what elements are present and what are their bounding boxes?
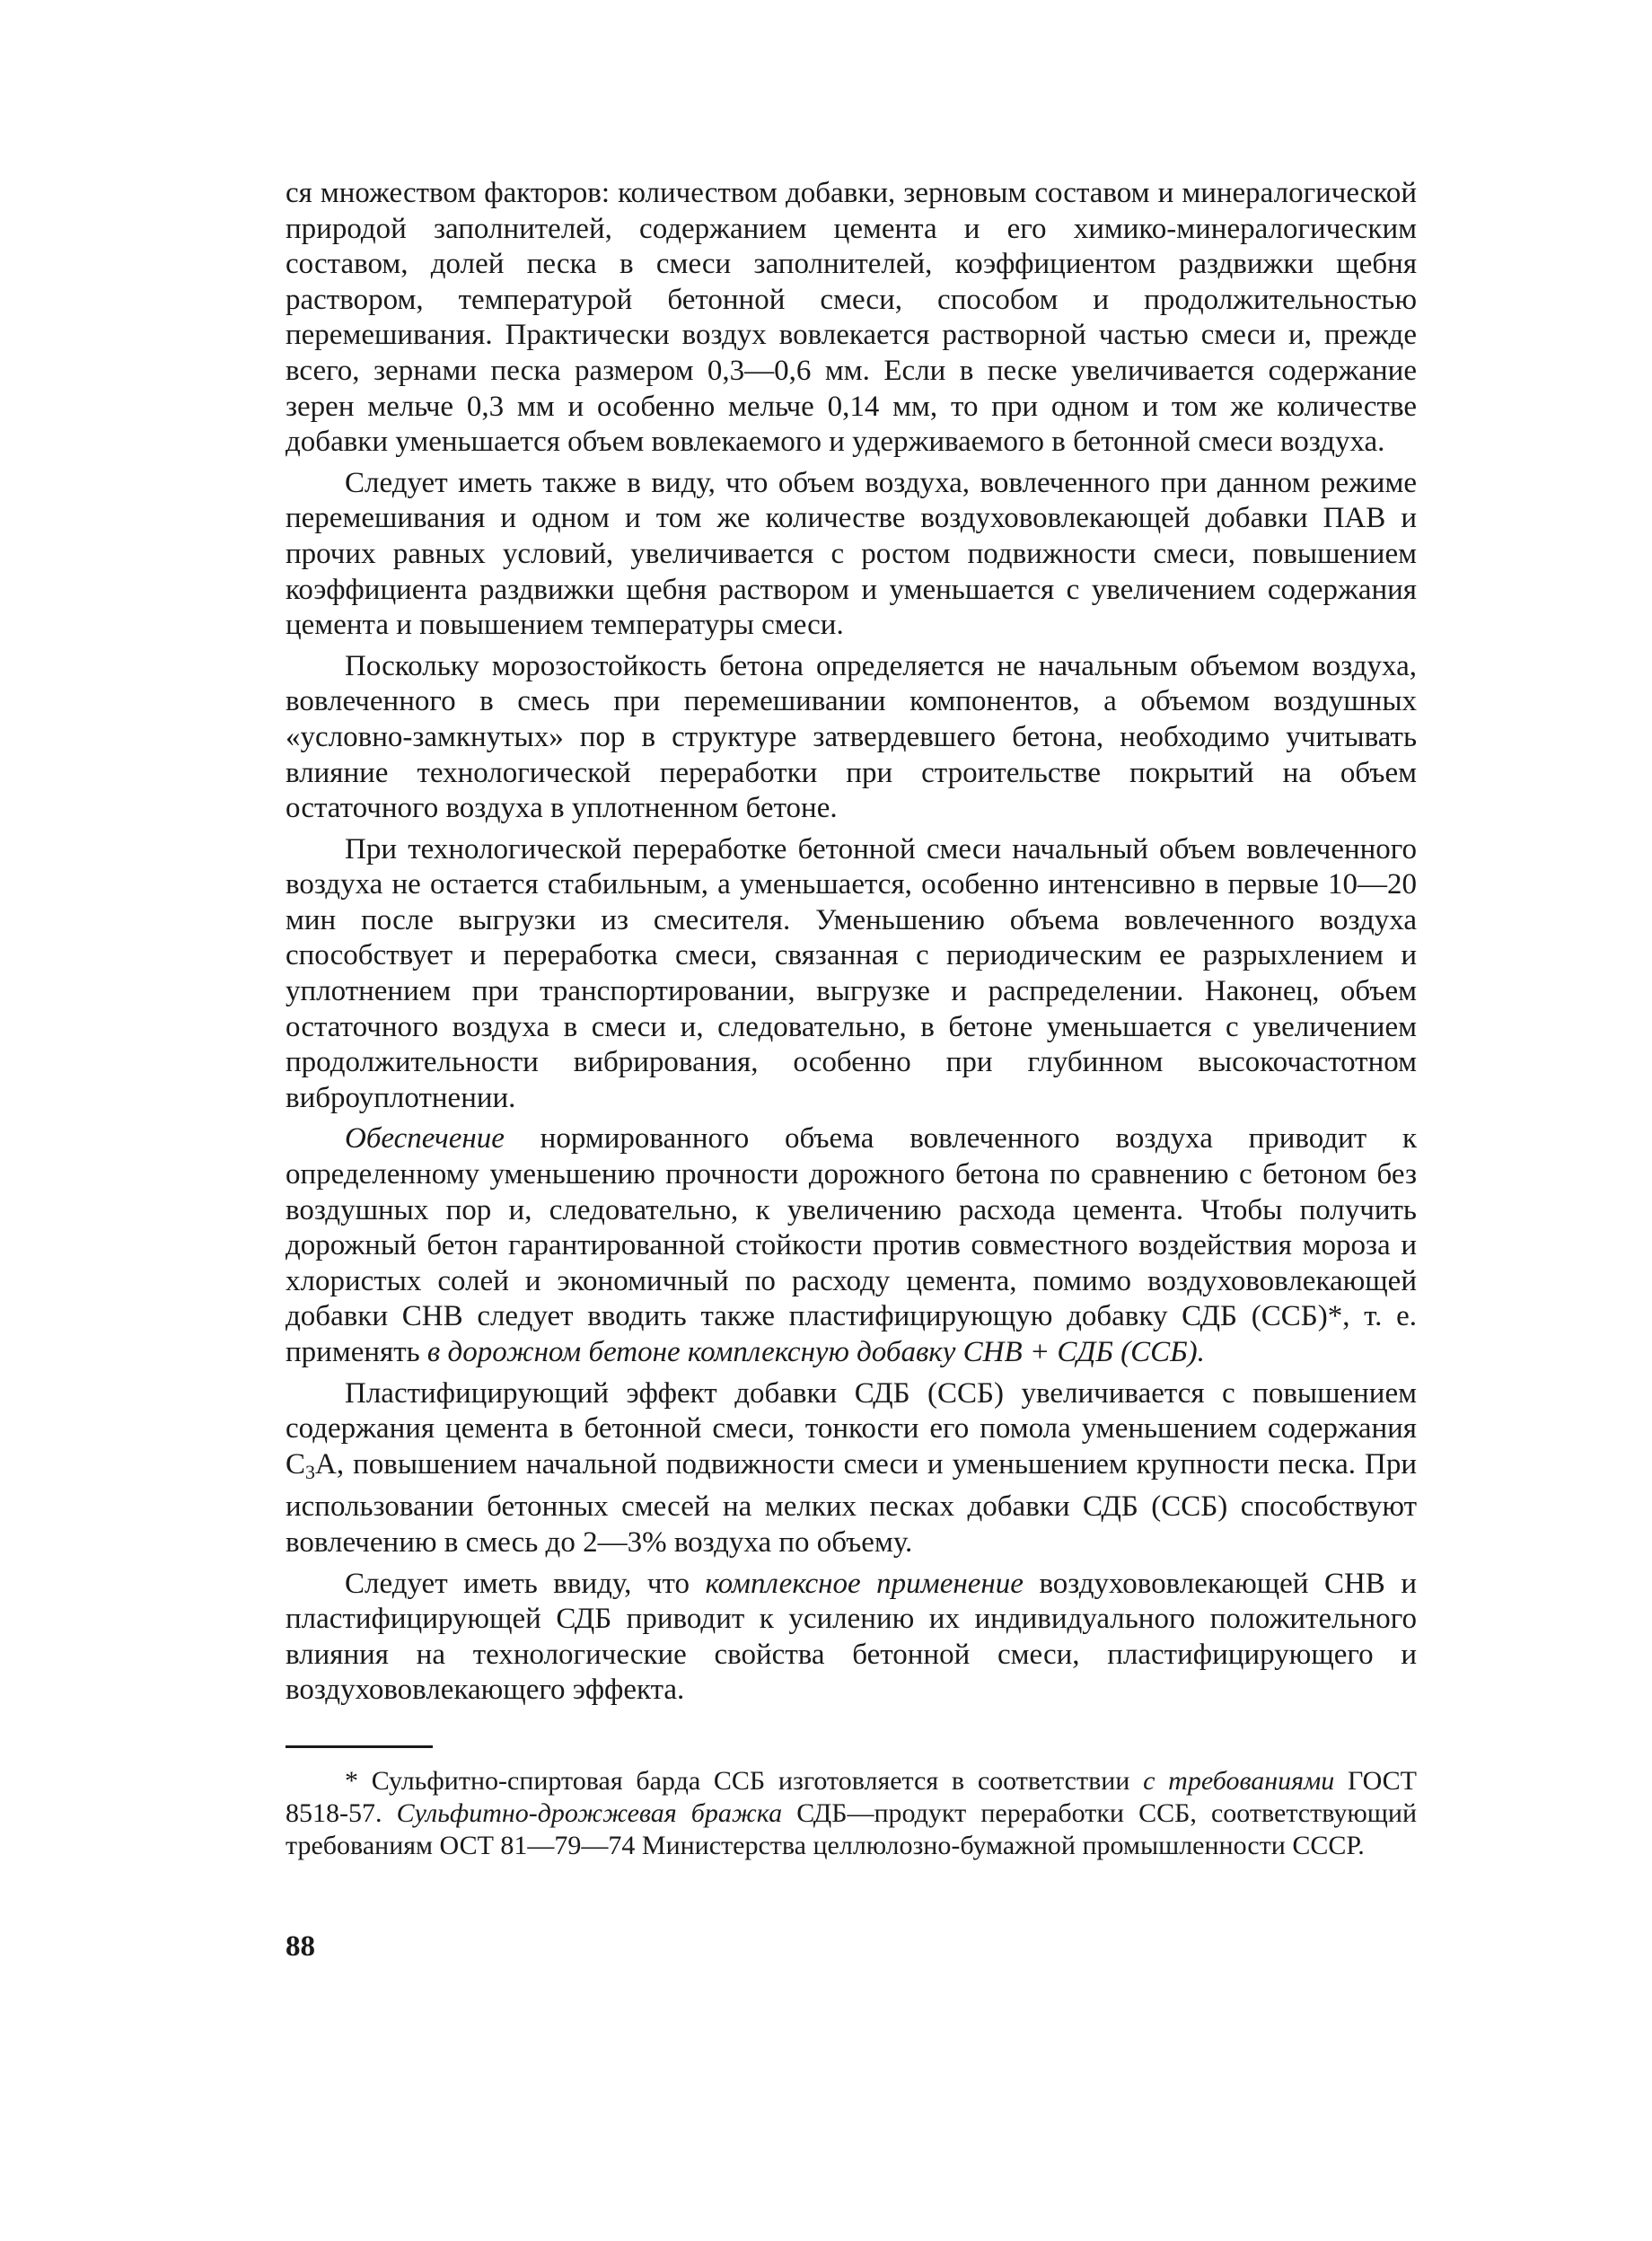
paragraph-4: При технологической переработке бетонной смеси начальный объем вовлеченного воздуха не остается стабильным, а уменьшается, особенно интенсивно в первые 10—20 мин после выгрузки из смесителя. Уменьшению объема вовлеченного воздуха способствует и переработка смеси, связанная с периодическим ее разрыхлением и уплотнением при транспортировании, выгрузке и распределении. Наконец, объем остаточного воздуха в смеси и, следовательно, в бетоне уменьшается с увеличением продолжительности вибрирования, особенно при глубинном высокочастотном виброуплотнении. [286,832,1417,1114]
paragraph-7-part-a: Следует иметь ввиду, что [345,1567,706,1600]
footnote-part-a: * Сульфитно-спиртовая барда ССБ изготовляется в соответствии [345,1766,1144,1796]
paragraph-1: ся множеством факторов: количеством добавки, зерновым составом и минералогической природой заполнителей, содержанием цемента и его химико-минералогическим составом, долей песка в смеси заполнителей, коэффициентом раздвижки щебня раствором, температурой бетонной смеси, способом и продолжительностью перемешивания. Практически воздух вовлекается растворной частью смеси и, прежде всего, зернами песка размером 0,3—0,6 мм. Если в песке увеличивается содержание зерен мельче 0,3 мм и особенно мельче 0,14 мм, то при одном и том же количестве добавки уменьшается объем вовлекаемого и удерживаемого в бетонной смеси воздуха. [286,177,1417,459]
paragraph-6 [286,1376,1417,1561]
paragraph-7 [286,1567,1417,1709]
paragraph-5-italic-end: в дорожном бетоне комплексную добавку СНВ + СДБ (ССБ). [426,1336,1205,1368]
paragraph-7-part-b: воздухововлекающей СНВ и пластифицирующей СДБ приводит к усилению их индивидуального положительного влияния на технологические свойства бетонной смеси, пластифицирующего и воздухововлекающего эффекта. [286,1567,1417,1707]
paragraph-3: Поскольку морозостойкость бетона определяется не начальным объемом воздуха, вовлеченного в смесь при перемешивании компонентов, а объемом воздушных «условно-замкнутых» пор в структуре затвердевшего бетона, необходимо учитывать влияние технологической переработки при строительстве покрытий на объем остаточного воздуха в уплотненном бетоне. [286,649,1417,825]
footnote-part-b: ГОСТ 8518-57. [286,1766,1417,1828]
paragraph-6-part-b: A, повышением начальной подвижности смеси и уменьшением крупности песка. При использовании бетонных смесей на мелких песках добавки СДБ (ССБ) способствуют вовлечению в смесь до 2—3% воздуха по объему. [286,1447,1417,1559]
paragraph-5-italic-start: Обеспечение [345,1122,505,1156]
footnote-italic-b: Сульфитно-дрожжевая бражка [396,1798,783,1828]
paragraph-5 [286,1121,1417,1370]
footnote-italic-a: с требованиями [1143,1766,1335,1796]
paragraph-6-subscript: 3 [305,1460,316,1483]
paragraph-2: Следует иметь также в виду, что объем воздуха, вовлеченного при данном режиме перемешивания и одном и том же количестве воздухововлекающей добавки ПАВ и прочих равных условий, увеличивается с ростом подвижности смеси, повышением коэффициента раздвижки щебня раствором и уменьшается с увеличением содержания цемента и повышением температуры смеси. [286,466,1417,642]
page-number: 88 [286,1930,315,1963]
footnote-divider [286,1745,433,1748]
footnote [286,1765,1417,1862]
body-text [286,176,1417,1714]
paragraph-6-part-a: Пластифицирующий эффект добавки СДБ (ССБ) увеличивается с повышением содержания цемента в бетонной смеси, тонкости его помола уменьшением содержания C [286,1376,1417,1481]
paragraph-7-italic: комплексное применение [705,1567,1024,1600]
paragraph-5-body: нормированного объема вовлеченного воздуха приводит к определенному уменьшению прочности дорожного бетона по сравнению с бетоном без воздушных пор и, следовательно, к увеличению расхода цемента. Чтобы получить дорожный бетон гарантированной стойкости против совместного воздействия мороза и хлористых солей и экономичный по расходу цемента, помимо воздухововлекающей добавки СНВ следует вводить также пластифицирующую добавку СДБ (ССБ)*, т. е. применять [286,1122,1417,1368]
footnote-part-c: СДБ—продукт переработки ССБ, соответствующий требованиям ОСТ 81—79—74 Министерства целлюлозно-бумажной промышленности СССР. [286,1798,1417,1860]
